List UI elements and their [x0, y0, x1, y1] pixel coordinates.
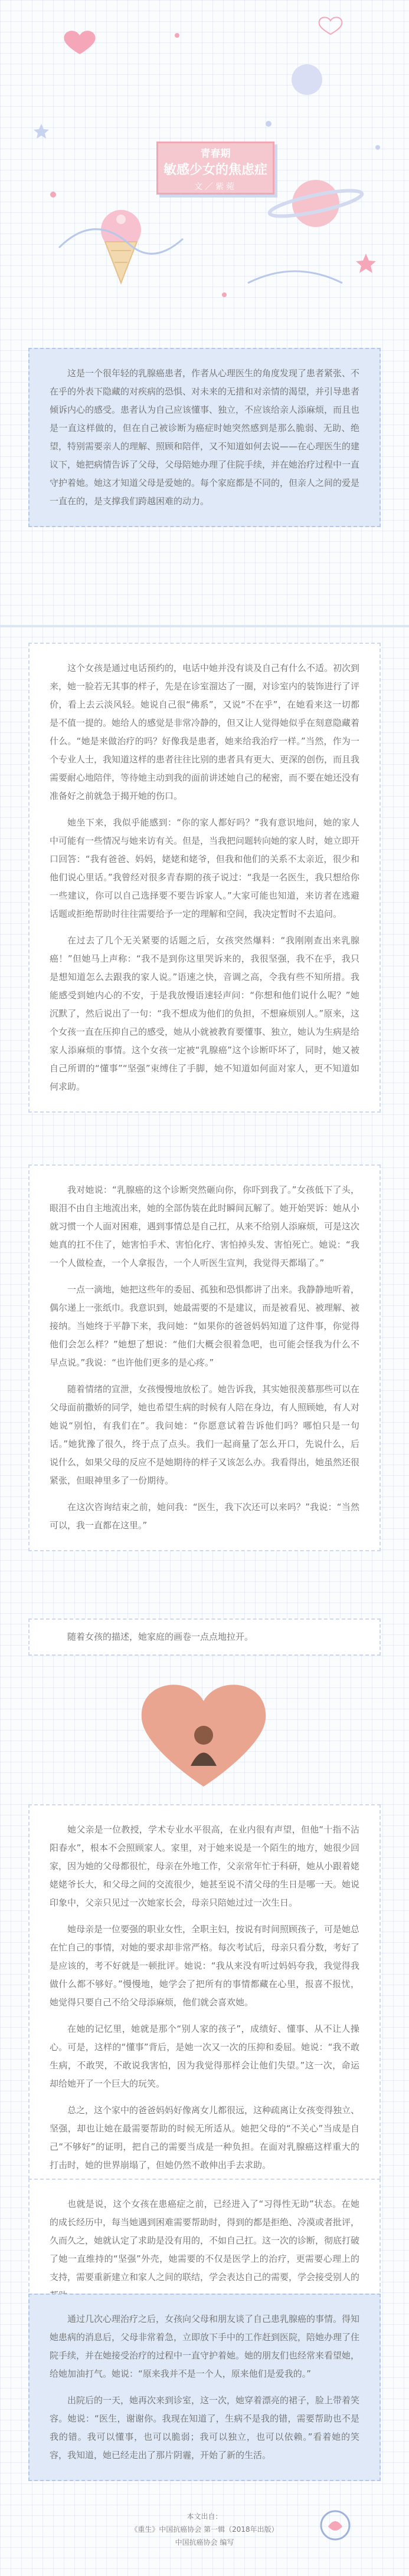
- lavender-circle: [292, 64, 322, 95]
- hero-banner: [0, 0, 409, 330]
- star-icon-2: [34, 124, 49, 139]
- article-title-box: [156, 142, 274, 195]
- story-card-3-intro: [28, 1618, 381, 1656]
- intro-paragraph: 这是一个很年轻的乳腺癌患者，作者从心理医生的角度发现了患者紧张、不在乎的外表下隐藏的对疾病的恐惧、对未来的无措和对亲情的渴望，并引导患者倾诉内心的感受。患者认为自己应该懂事、独立，不应该给亲人添麻烦，而且也是一直这样做的，但在自己被诊断为癌症时她突然感到是那么脆弱、无助、绝望，特别需要亲人的理解、照顾和陪伴，又不知道如何去说——在心理医生的建议下，她把病情告诉了父母，父母陪她办理了住院手续，并在她治疗过程中一直守护着她。她这才知道父母是爱她的。每个家庭都是不同的，但亲人之间的爱是一直在的，是支撑我们跨越困难的动力。: [50, 368, 360, 506]
- story-paragraph: 总之，这个家中的爸爸妈妈好像离女儿都很远，这种疏离让女孩变得独立、坚强，却也让她在最需要帮助的时候无所适从。她把父母的“不关心”当成是自己“不够好”的证明，把自己的需要当成是一种负担。在面对乳腺癌这样重大的打击时，她的世界崩塌了，但她仍然不敢伸出手去求助。: [50, 2105, 360, 2170]
- logo-icon: [319, 2509, 352, 2542]
- story-paragraph: 在过去了几个无关紧要的话题之后，女孩突然爆料：“我刚刚查出来乳腺癌！”但她马上声称：“我不是到你这里哭诉来的，我很坚强，我不在乎，我只是想知道怎么去跟我的家人说。”语速之快，音调之高，令我有些不知所措。我能感受到她内心的不安，于是我放慢语速轻声问：“你想和他们说什么呢？”她沉默了，然后说出了一句：“我不想成为他们的负担，不想麻烦别人。”原来，这个女孩一直在压抑自己的感受，她从小就被教育要懂事、独立，她认为生病是给家人添麻烦的事情。这个女孩一定被“乳腺癌”这个诊断吓坏了，同时，她又被自己所谓的“懂事”“坚强”束缚住了手脚，她不知道如何面对家人，更不知道如何求助。: [50, 935, 360, 1092]
- story-paragraph: 她坐下来，我似乎能感到：“你的家人都好吗？”我有意识地问，她的家人中可能有一些情况与她来访有关。但是，当我把问题转向她的家人时，她立即开口回答：“我有爸爸、妈妈，姥姥和姥爷，但我和他们的关系不太亲近，很少和他们说心里话。”我曾经对很多青春期的孩子说过：“我是一名医生，我只想给你一些建议，你可以自己选择要不要告诉家人。”大家可能也知道，来访者在逃避话题或拒绝帮助时往往需要给予一定的理解和空间，我决定暂时不去追问。: [50, 817, 360, 919]
- story-paragraph: 这个女孩是通过电话预约的，电话中她并没有谈及自己有什么不适。初次到来，她一脸若无其事的样子，先是在诊室溜达了一圈，对诊室内的装饰进行了评价，看上去云淡风轻。她说自己很“佛系”，又说“不在乎”，在她看来这一切都是不值一提的。她给人的感觉是非常冷静的，但又让人觉得她似乎在刻意隐藏着什么。“她是来做治疗的吗？好像我是患者，她来给我治疗一样。”当然，作为一个专业人士，我知道这样的患者往往比别的患者具有更大、更深的创伤，而且我需要耐心地陪伴，等待她主动到我的面前讲述她自己的秘密，而不要在她还没有准备好之前就急于揭开她的伤口。: [50, 663, 360, 801]
- source-label: 本文出自：: [186, 2512, 223, 2521]
- source-book: 《重生》中国抗癌协会 第一辑（2018年出版）: [130, 2525, 279, 2534]
- intro-card: [28, 348, 381, 527]
- story-paragraph: 也就是说，这个女孩在患癌症之前，已经进入了“习得性无助”状态。在她的成长经历中，每当她遇到困难需要帮助时，得到的都是拒绝、冷漠或者批评，久而久之，她就认定了求助是没有用的，不如自己扛。这一次的诊断，彻底打破了她一直维持的“坚强”外壳，她需要的不仅是医学上的治疗，更需要心理上的支持，需要重新建立和家人之间的联结，学会表达自己的需要，学会接受别人的: [50, 2199, 360, 2282]
- story-paragraph: 她母亲是一位要强的职业女性，全职主妇，按说有时间照顾孩子，可是她总在忙自己的事情，对她的要求却非常严格。每次考试后，母亲只看分数，考好了是应该的，考不好就是一顿批评。她说：“我从来没有听过妈妈夸我，我觉得我做什么都不够好。”慢慢地，她学会了把所有的事情都藏在心里，报喜不报忧，她觉得只要自己不给父母添麻烦，他们就会喜欢她。: [50, 1924, 360, 2008]
- swirl-decoration-2: [248, 271, 342, 283]
- story-paragraph: 她父亲是一位教授，学术专业水平很高，在业内很有声望，但他“十指不沾阳春水”，根本不会照顾家人。家里，对于她来说是一个陌生的地方，她很少回家，因为她的父母都很忙，母亲在外地工作，父亲常年忙于科研，她从小跟着姥姥姥爷长大，和父母之间的交流很少，她甚至说不清父母的生日是哪一天。她说印象中，父亲只见过一次她家长会，母亲只陪她过过一次生日。: [50, 1824, 360, 1908]
- story-paragraph: 我对她说：“乳腺癌的这个诊断突然砸向你，你吓到我了。”女孩低下了头，眼泪不由自主地流出来，她的全部伪装在此时瞬间瓦解了。她开始哭诉：她从小就习惯一个人面对困难，遇到事情总是自己扛，从来不给别人添麻烦，可是这次她真的扛不住了，她害怕手术、害怕化疗、害怕掉头发、害怕死亡。她说：“我一个人做检查，一个人拿报告，一个人听医生宣判，我觉得天都塌了。”: [50, 1185, 360, 1268]
- figure-head: [194, 1726, 213, 1745]
- story-paragraph: 在她的记忆里，她就是那个“别人家的孩子”，成绩好、懂事、从不让人操心。可是，这样的“懂事”背后，是她一次又一次的压抑和委屈。她说：“我不敢生病，不敢哭，不敢说我害怕，因为我觉得那样会让他们失望。”这一次，命运却给她开了一个巨大的玩笑。: [50, 2024, 359, 2089]
- planet-icon: [268, 180, 364, 227]
- ice-cream-icon: [101, 210, 141, 283]
- article-author: 文／紫菀: [194, 182, 237, 192]
- article-title: 敏感少女的焦虑症: [163, 163, 267, 177]
- heart-icon: [64, 31, 96, 54]
- section-divider: [0, 625, 409, 627]
- story-card-1: [28, 643, 381, 1113]
- title-line-1: 青春期: [200, 148, 231, 160]
- story-paragraph: 在这次咨询结束之前，她问我：“医生，我下次还可以来吗？”我说：“当然可以，我一直都在这里。”: [50, 1502, 359, 1531]
- story-card-2: [28, 1164, 381, 1551]
- story-card-3: [28, 1804, 381, 2191]
- heart-illustration: [133, 1666, 274, 1795]
- story-paragraph: 一点一滴地，她把这些年的委屈、孤独和恐惧都讲了出来。我静静地听着，偶尔递上一张纸巾。我意识到，她最需要的不是建议，而是被看见、被理解、被接纳。当她终于平静下来，我问她：“如果你的爸爸妈妈知道了这件事，你觉得他们会怎么样？”她想了想说：“他们大概会很着急吧，也可能会怪我为什么不早点说。”我说：“也许他们更多的是心疼。”: [50, 1284, 360, 1368]
- story-paragraph: 通过几次心理治疗之后，女孩向父母和朋友谈了自己患乳腺癌的事情。得知她患病的消息后，父母非常着急，立即放下手中的工作赶到医院，陪她办理了住院手续，并在她接受治疗的过程中一直守护着她。她的朋友们也经常来看望她，给她加油打气。她说：“原来我并不是一个人，原来他们是爱我的。”: [50, 2314, 360, 2379]
- story-paragraph: 随着女孩的描述，她家庭的画卷一点点地拉开。: [67, 1631, 254, 1642]
- story-paragraph: 随着情绪的宣泄，女孩慢慢地放松了。她告诉我，其实她很羡慕那些可以在父母面前撒娇的同学，她也希望生病的时候有人陪在身边，有人照顾她，有人对她说“别怕，有我们在”。我问她：“你愿意试着告诉他们吗？哪怕只是一句话。”她犹豫了很久，终于点了点头。我们一起商量了怎么开口，先说什么，后说什么，如果父母的反应不是她期待的样子又该怎么办。我看得出，她虽然还很紧张，但眼神里多了一份期待。: [50, 1384, 360, 1486]
- heart-outline-icon: [319, 17, 342, 34]
- story-paragraph: 出院后的一天，她再次来到诊室，这一次，她穿着漂亮的裙子，脸上带着笑容。她说：“医生，谢谢你。我现在知道了，生病不是我的错，需要帮助也不是我的错。我可以懂事，也可以脆弱；我可以独立，也可以依赖。”看着她的笑容，我知道，她已经走出了那片阴霾，开始了新的生活。: [50, 2395, 360, 2460]
- source-publisher: 中国抗癌协会 编写: [175, 2538, 234, 2547]
- outcome-card: [28, 2294, 381, 2481]
- star-icon: [356, 254, 376, 273]
